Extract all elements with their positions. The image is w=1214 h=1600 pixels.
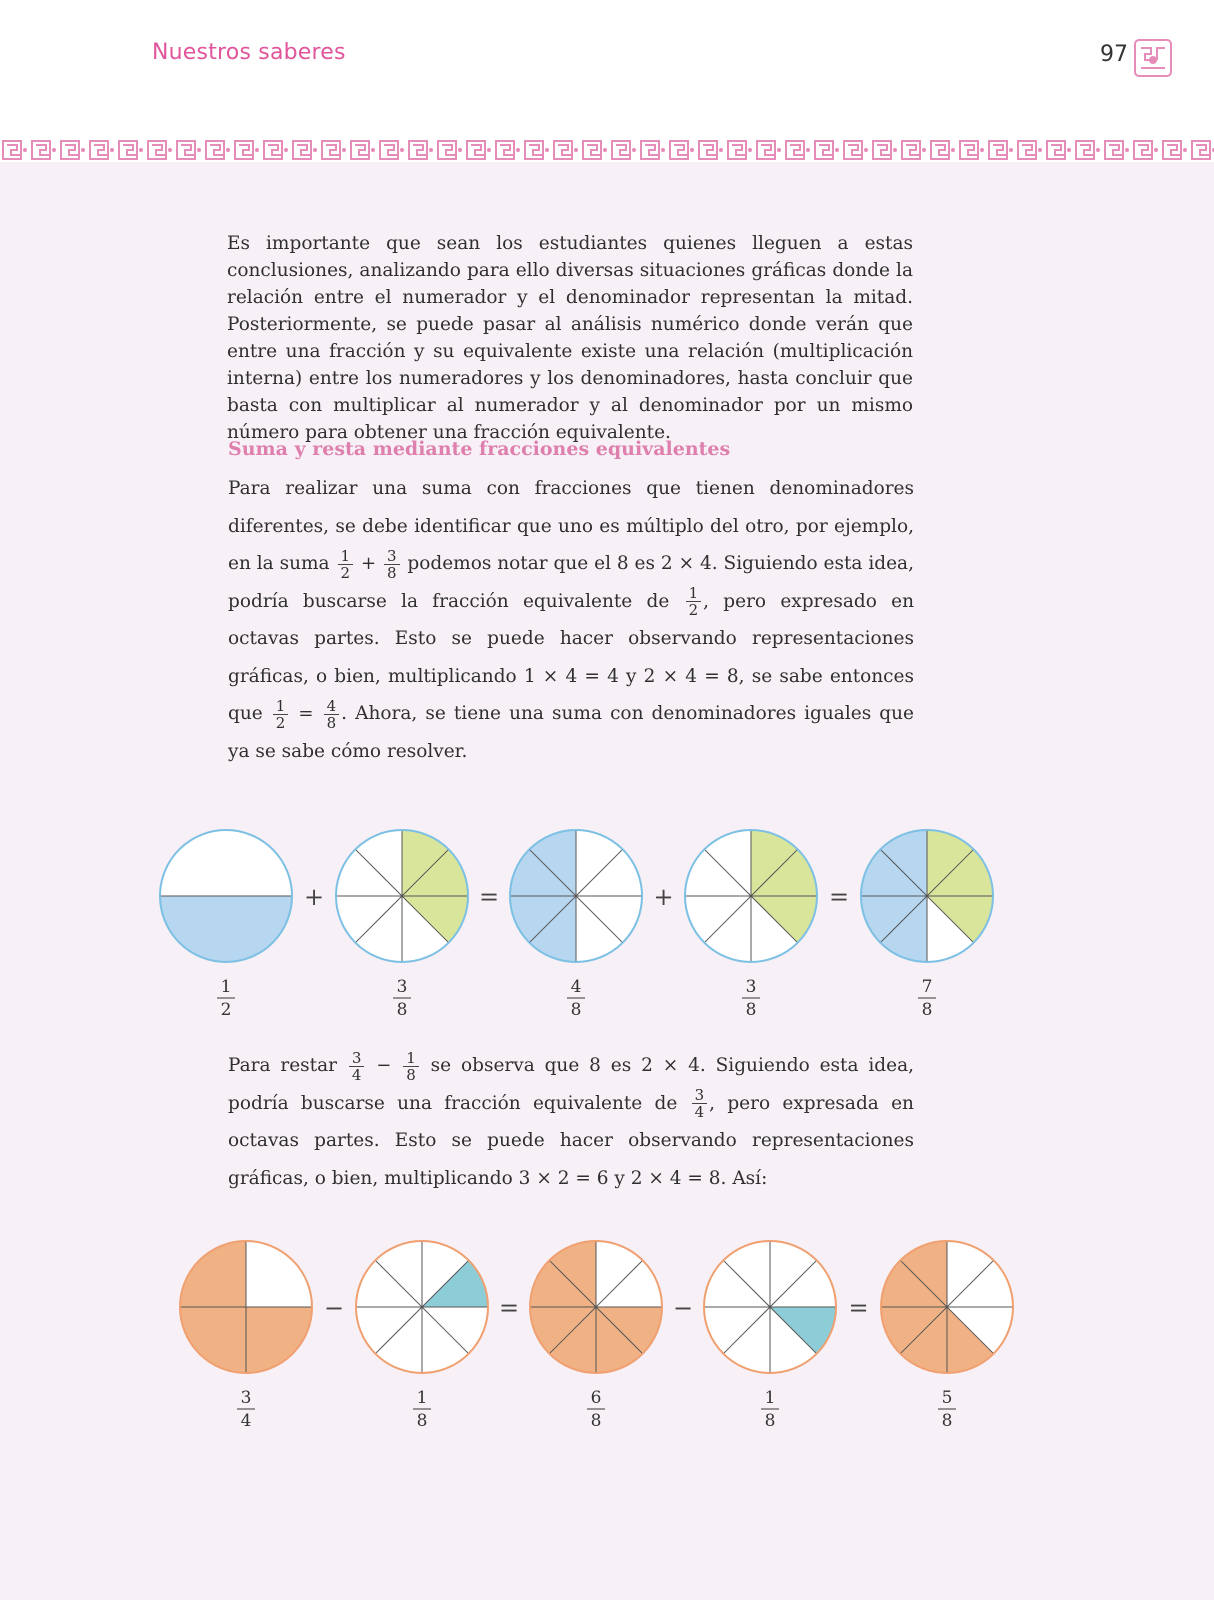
- fraction: [324, 698, 340, 731]
- fraction: [692, 1087, 708, 1120]
- fraction-circle: [510, 830, 642, 962]
- fraction-numerator: 3: [745, 977, 757, 997]
- operator-sign: =: [498, 1294, 520, 1322]
- sum-text-4: . Ahora, se tiene una suma con denominadores iguales que ya se sabe cómo resolver.: [228, 703, 914, 762]
- fraction-denominator: 4: [240, 1411, 252, 1431]
- minus-sign: −: [376, 1055, 392, 1076]
- numerator: 1: [403, 1050, 419, 1067]
- denominator: 8: [386, 563, 397, 582]
- fraction-circle: [356, 1241, 488, 1373]
- sum-fraction-figure: [0, 810, 1214, 1020]
- fraction-circle: [180, 1241, 312, 1373]
- fraction-denominator: 8: [416, 1411, 428, 1431]
- numerator: 1: [338, 548, 354, 565]
- intro-paragraph: [227, 230, 913, 446]
- fraction-denominator: 2: [220, 1000, 232, 1020]
- fraction-denominator: 8: [764, 1411, 776, 1431]
- numerator: 3: [349, 1050, 365, 1067]
- ornament-icon: [1133, 38, 1173, 78]
- section-title: Nuestros saberes: [152, 40, 346, 65]
- fraction-numerator: 1: [416, 1388, 428, 1408]
- fraction-circle: [160, 830, 292, 962]
- operator-sign: −: [323, 1294, 345, 1322]
- operator-sign: −: [672, 1294, 694, 1322]
- subtraction-fraction-figure: [0, 1235, 1214, 1445]
- fraction: [686, 585, 702, 618]
- fraction-denominator: 8: [941, 1411, 953, 1431]
- intro-text: Es importante que sean los estudiantes quienes lleguen a estas conclusiones, analizando para ello diversas situaciones gráficas donde la relación entre el numerador y el denominador representan la mitad. Posteriormente, se puede pasar al análisis numérico donde verán que entre una fracción y su equivalente existe una relación (multiplicación interna) entre los numeradores y los denominadores, hasta concluir que basta con multiplicar al numerador y al denominador por un mismo número para obtener una fracción equivalente.: [227, 233, 913, 443]
- fraction-denominator: 8: [745, 1000, 757, 1020]
- operator-sign: +: [653, 883, 674, 911]
- sub-text-3: , pero expresada en octavas partes. Esto se puede hacer observando representaciones gráficas, o bien, multiplicando 3 × 2 = 6 y 2 × 4 = 8. Así:: [228, 1092, 914, 1189]
- sub-text-2: se observa que 8 es 2 × 4. Siguiendo esta idea, podría buscarse una fracción equivalente de: [228, 1055, 914, 1114]
- fraction-numerator: 3: [240, 1388, 252, 1408]
- fraction-numerator: 1: [764, 1388, 776, 1408]
- operator-sign: =: [828, 883, 850, 911]
- denominator: 4: [694, 1103, 705, 1121]
- fraction-numerator: 4: [570, 977, 582, 997]
- plus-sign: +: [360, 553, 377, 574]
- decorative-border: [0, 138, 1214, 162]
- numerator: 1: [686, 585, 702, 602]
- fraction-denominator: 8: [590, 1411, 602, 1431]
- fraction-circle: [881, 1241, 1013, 1373]
- subheading: Suma y resta mediante fracciones equivalentes: [228, 438, 731, 460]
- numerator: 3: [692, 1087, 708, 1104]
- denominator: 2: [340, 563, 351, 582]
- sum-text-2: podemos notar que el 8 es 2 × 4. Siguiendo esta idea, podría buscarse la fracción equivalente de: [228, 553, 914, 612]
- fraction-numerator: 1: [220, 977, 232, 997]
- fraction: [384, 548, 400, 581]
- denominator: 8: [326, 713, 337, 732]
- fraction-circle: [704, 1241, 836, 1373]
- sum-paragraph: [228, 470, 914, 770]
- sum-text-3: , pero expresado en octavas partes. Esto se puede hacer observando representaciones gráficas, o bien, multiplicando 1 × 4 = 4 y 2 × 4 = 8, se sabe entonces que: [228, 590, 914, 724]
- equals-sign: =: [298, 703, 314, 724]
- numerator: 1: [273, 698, 289, 715]
- operator-sign: =: [848, 1294, 869, 1322]
- fraction-circle: [685, 830, 817, 962]
- fraction-numerator: 5: [941, 1388, 953, 1408]
- fraction-denominator: 8: [570, 1000, 582, 1020]
- denominator: 4: [351, 1065, 362, 1084]
- fraction-denominator: 8: [921, 1000, 933, 1020]
- operator-sign: +: [303, 883, 325, 911]
- fraction-circle: [861, 830, 993, 962]
- fraction-circle: [336, 830, 468, 962]
- shaded-sector: [160, 896, 292, 962]
- page-number: 97: [1100, 42, 1128, 67]
- sum-text-1: Para realizar una suma con fracciones que tienen denominadores diferentes, se debe identificar que uno es múltiplo del otro, por ejemplo, en la suma: [228, 478, 914, 574]
- denominator: 2: [688, 601, 699, 619]
- numerator: 3: [384, 548, 400, 565]
- denominator: 8: [406, 1065, 416, 1084]
- fraction: [349, 1050, 365, 1083]
- numerator: 4: [324, 698, 340, 715]
- subtraction-paragraph: [228, 1047, 914, 1197]
- operator-sign: =: [478, 883, 500, 911]
- fraction-numerator: 6: [590, 1388, 602, 1408]
- fraction-numerator: 3: [396, 977, 408, 997]
- fraction-circle: [530, 1241, 662, 1373]
- sub-text-1: Para restar: [228, 1055, 337, 1076]
- fraction-denominator: 8: [396, 1000, 408, 1020]
- denominator: 2: [275, 713, 286, 732]
- fraction: [273, 698, 289, 731]
- fraction: [338, 548, 354, 581]
- fraction-numerator: 7: [921, 977, 933, 997]
- fraction: [403, 1050, 419, 1083]
